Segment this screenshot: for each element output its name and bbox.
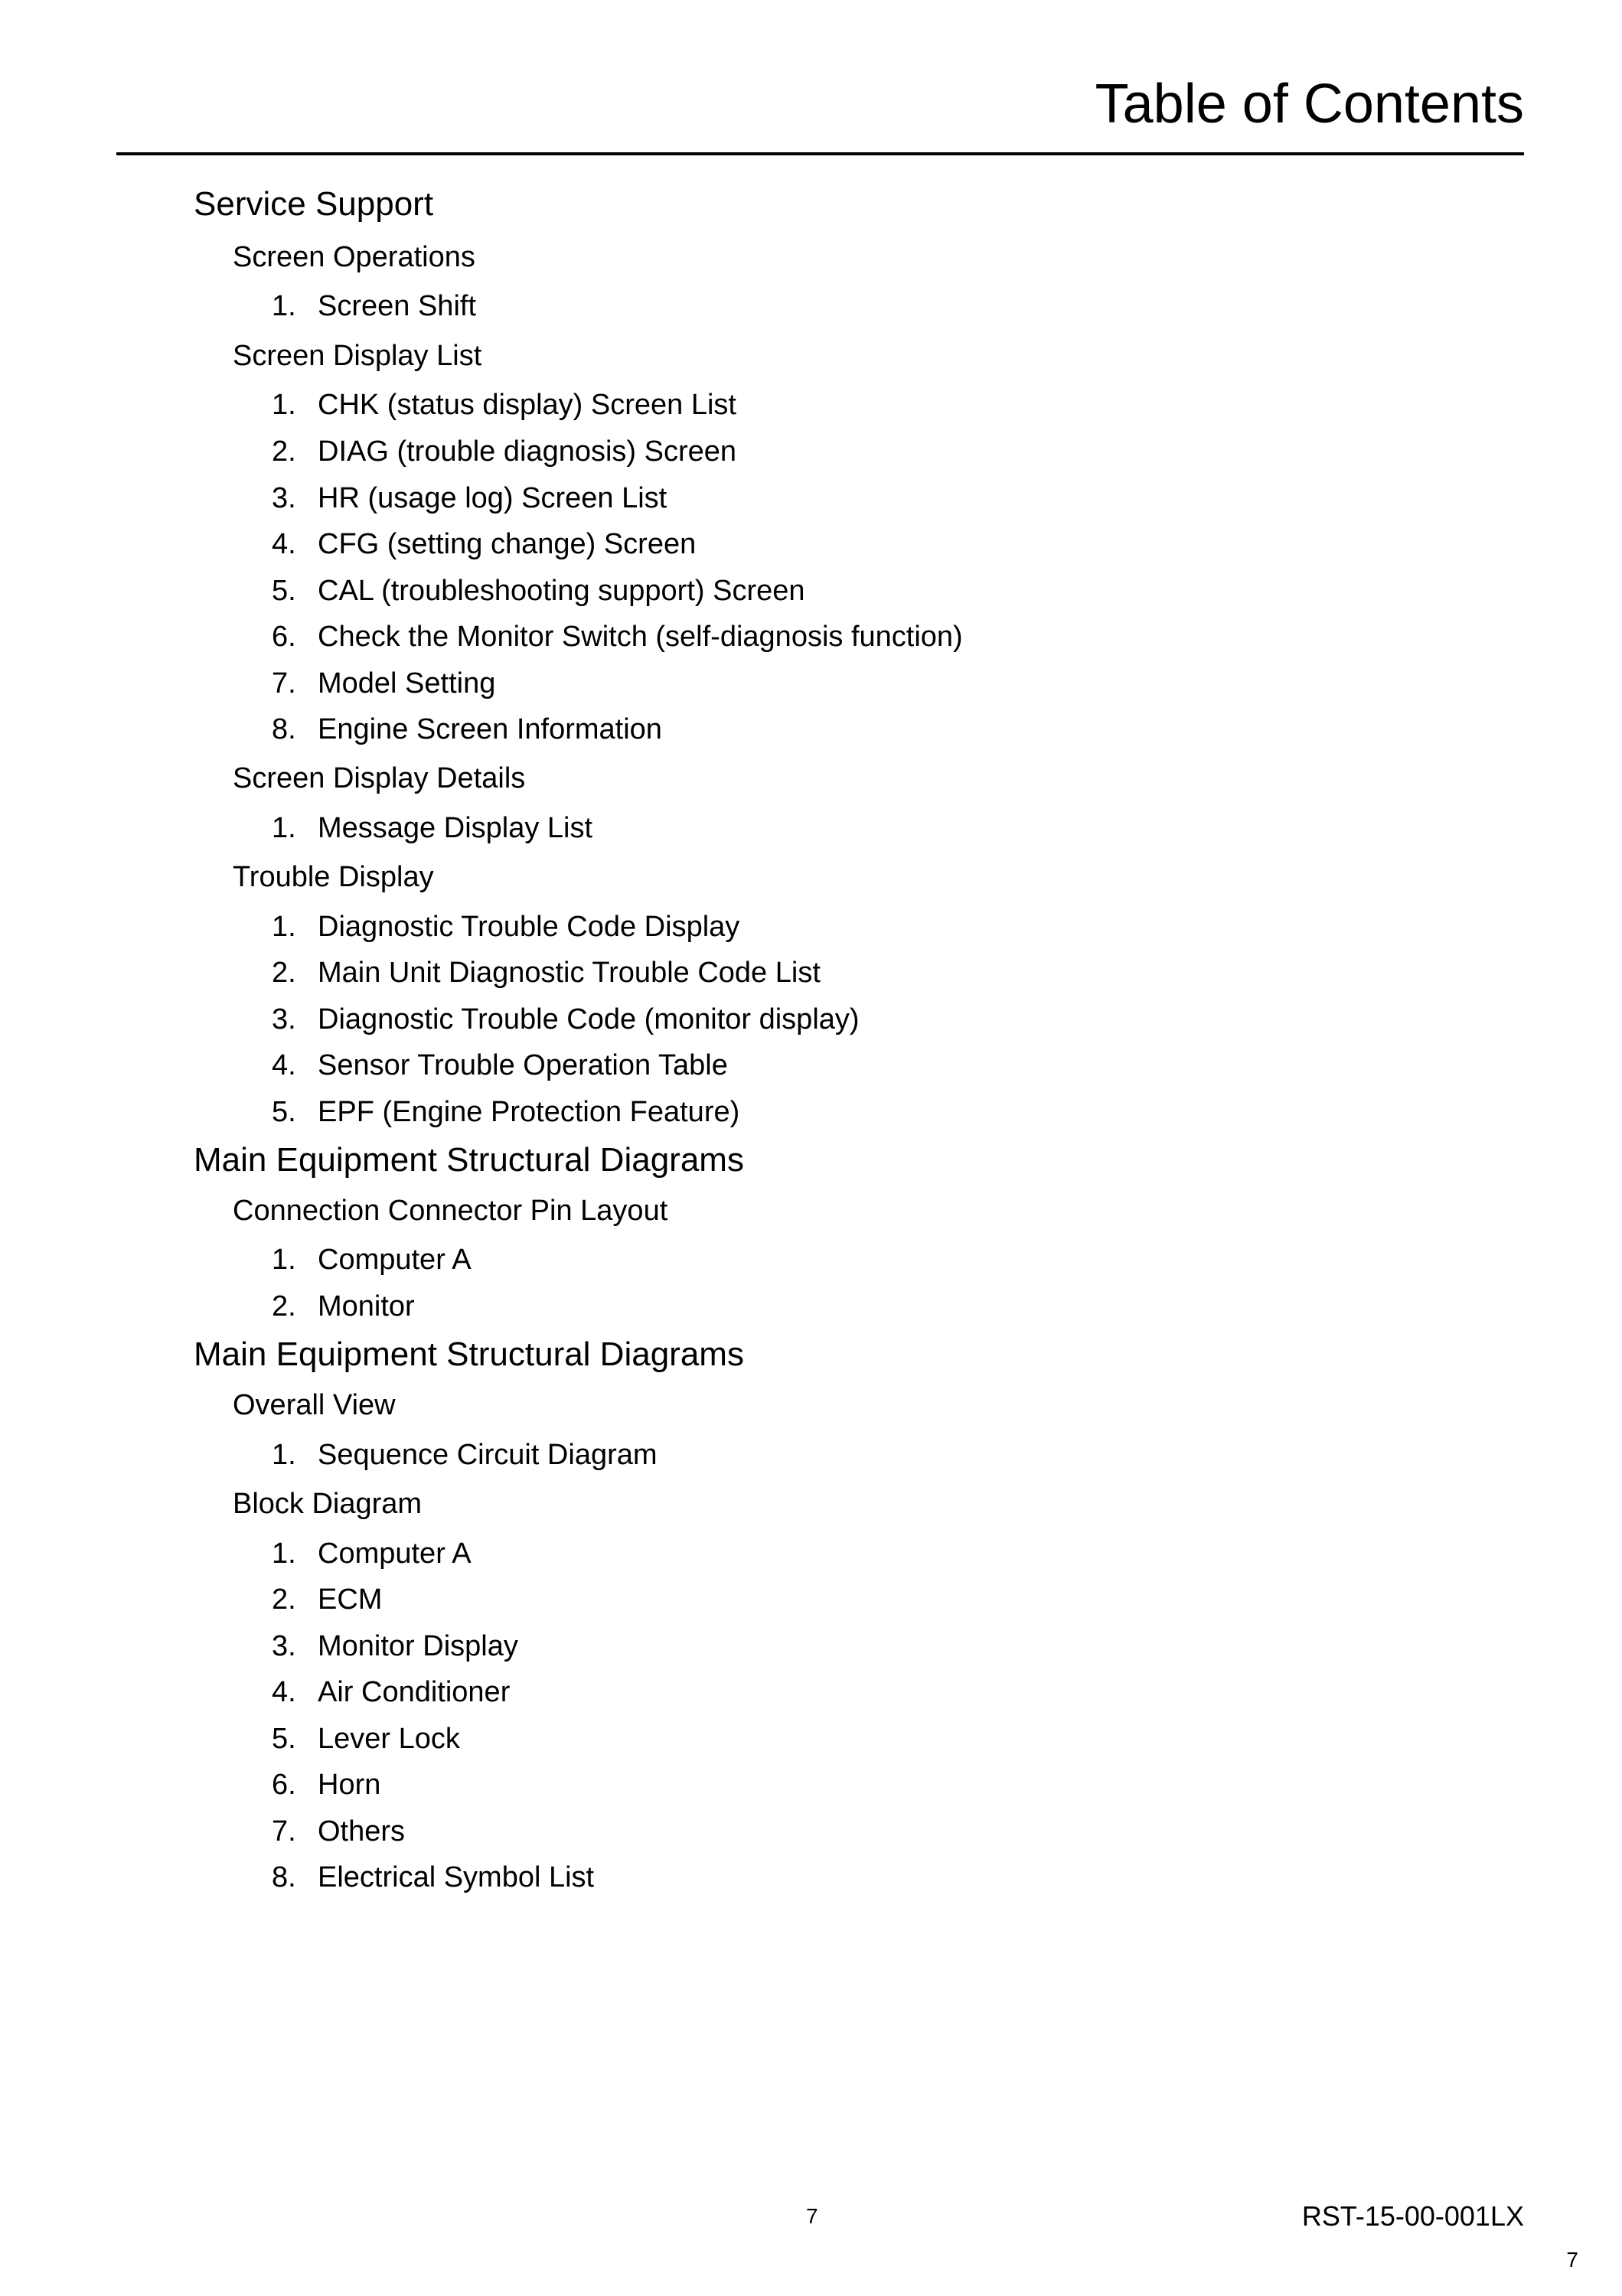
toc-number: 4. xyxy=(272,528,296,560)
toc-item[interactable] xyxy=(272,1051,728,1080)
toc-item[interactable] xyxy=(272,715,662,744)
toc-item[interactable] xyxy=(272,576,805,605)
toc-item[interactable] xyxy=(272,958,821,987)
toc-number: 7. xyxy=(272,1815,296,1848)
toc-label: Monitor xyxy=(318,1290,415,1322)
toc-label: Trouble Display xyxy=(233,861,434,893)
toc-number: 2. xyxy=(272,957,296,989)
toc-item[interactable] xyxy=(272,622,963,651)
toc-label: Screen Display List xyxy=(233,340,482,372)
toc-number: 4. xyxy=(272,1676,296,1708)
toc-item[interactable] xyxy=(272,484,667,513)
toc-label: Check the Monitor Switch (self-diagnosis function) xyxy=(318,621,963,653)
toc-label: Sensor Trouble Operation Table xyxy=(318,1049,728,1081)
toc-item[interactable] xyxy=(272,1097,739,1127)
toc-label: Computer A xyxy=(318,1244,472,1276)
toc-number: 3. xyxy=(272,482,296,514)
toc-number: 1. xyxy=(272,1439,296,1471)
toc-item[interactable] xyxy=(272,1005,860,1034)
toc-number: 1. xyxy=(272,1244,296,1276)
toc-item[interactable] xyxy=(272,1817,405,1846)
toc-item[interactable] xyxy=(272,530,696,559)
toc-item[interactable] xyxy=(272,1245,472,1274)
toc-label: Main Unit Diagnostic Trouble Code List xyxy=(318,957,821,989)
toc-number: 1. xyxy=(272,1538,296,1570)
toc-number: 6. xyxy=(272,1769,296,1801)
toc-label: Engine Screen Information xyxy=(318,713,662,745)
toc-label: Horn xyxy=(318,1769,381,1801)
toc-item[interactable] xyxy=(272,1440,658,1469)
toc-number: 3. xyxy=(272,1003,296,1035)
toc-label: DIAG (trouble diagnosis) Screen xyxy=(318,435,737,468)
toc-item[interactable] xyxy=(272,437,736,466)
toc-subsection[interactable] xyxy=(233,341,481,370)
toc-item[interactable] xyxy=(272,1863,594,1892)
toc-subsection[interactable] xyxy=(233,243,475,272)
toc-item[interactable] xyxy=(272,1292,415,1321)
toc-label: Overall View xyxy=(233,1389,396,1421)
toc-subsection[interactable] xyxy=(233,764,525,793)
toc-number: 5. xyxy=(272,1723,296,1755)
toc-number: 7. xyxy=(272,667,296,700)
toc-number: 1. xyxy=(272,911,296,943)
toc-item[interactable] xyxy=(272,1770,380,1799)
toc-label: CAL (troubleshooting support) Screen xyxy=(318,575,805,607)
toc-label: Diagnostic Trouble Code (monitor display) xyxy=(318,1003,860,1035)
toc-label: Screen Operations xyxy=(233,241,475,273)
toc-label: HR (usage log) Screen List xyxy=(318,482,667,514)
footer-page-number: 7 xyxy=(806,2204,818,2228)
toc-number: 5. xyxy=(272,575,296,607)
toc-number: 1. xyxy=(272,812,296,844)
toc-label: Main Equipment Structural Diagrams xyxy=(194,1141,744,1179)
toc-number: 4. xyxy=(272,1049,296,1081)
toc-number: 2. xyxy=(272,1290,296,1322)
toc-label: Block Diagram xyxy=(233,1488,423,1520)
toc-number: 5. xyxy=(272,1096,296,1128)
toc-item[interactable] xyxy=(272,390,736,419)
toc-subsection[interactable] xyxy=(233,1489,422,1518)
toc-item[interactable] xyxy=(272,814,592,843)
toc-label: Sequence Circuit Diagram xyxy=(318,1439,658,1471)
toc-number: 6. xyxy=(272,621,296,653)
toc-item[interactable] xyxy=(272,669,495,698)
toc-number: 8. xyxy=(272,713,296,745)
document-code: RST-15-00-001LX xyxy=(1301,2200,1524,2232)
toc-label: Others xyxy=(318,1815,406,1848)
toc-item[interactable] xyxy=(272,912,739,941)
toc-label: Message Display List xyxy=(318,812,593,844)
toc-section[interactable] xyxy=(194,1338,744,1371)
toc-label: Computer A xyxy=(318,1538,472,1570)
toc-label: Main Equipment Structural Diagrams xyxy=(194,1336,744,1373)
toc-label: Service Support xyxy=(194,185,434,223)
toc-number: 8. xyxy=(272,1861,296,1893)
page-title: Table of Contents xyxy=(1095,73,1524,135)
toc-section[interactable] xyxy=(194,185,434,223)
toc-number: 1. xyxy=(272,389,296,421)
toc-subsection[interactable] xyxy=(233,1391,396,1420)
toc-item[interactable] xyxy=(272,1585,382,1614)
toc-number: 1. xyxy=(272,290,296,322)
toc-label: Electrical Symbol List xyxy=(318,1861,595,1893)
toc-label: Screen Display Details xyxy=(233,762,526,794)
toc-label: Diagnostic Trouble Code Display xyxy=(318,911,740,943)
toc-label: Model Setting xyxy=(318,667,496,700)
toc-item[interactable] xyxy=(272,292,476,321)
corner-page-number: 7 xyxy=(1566,2248,1578,2272)
toc-label: Air Conditioner xyxy=(318,1676,511,1708)
toc-label: Monitor Display xyxy=(318,1630,518,1662)
toc-label: ECM xyxy=(318,1583,383,1616)
toc-subsection[interactable] xyxy=(233,1196,667,1225)
toc-item[interactable] xyxy=(272,1678,510,1707)
toc-label: CFG (setting change) Screen xyxy=(318,528,697,560)
toc-item[interactable] xyxy=(272,1724,460,1753)
toc-number: 3. xyxy=(272,1630,296,1662)
toc-label: Lever Lock xyxy=(318,1723,460,1755)
title-divider xyxy=(116,152,1524,155)
toc-subsection[interactable] xyxy=(233,863,434,892)
toc-label: CHK (status display) Screen List xyxy=(318,389,736,421)
toc-number: 2. xyxy=(272,1583,296,1616)
toc-label: Screen Shift xyxy=(318,290,476,322)
toc-number: 2. xyxy=(272,435,296,468)
toc-item[interactable] xyxy=(272,1539,472,1568)
toc-item[interactable] xyxy=(272,1632,518,1661)
toc-label: Connection Connector Pin Layout xyxy=(233,1195,668,1227)
toc-label: EPF (Engine Protection Feature) xyxy=(318,1096,740,1128)
toc-section[interactable] xyxy=(194,1143,744,1177)
